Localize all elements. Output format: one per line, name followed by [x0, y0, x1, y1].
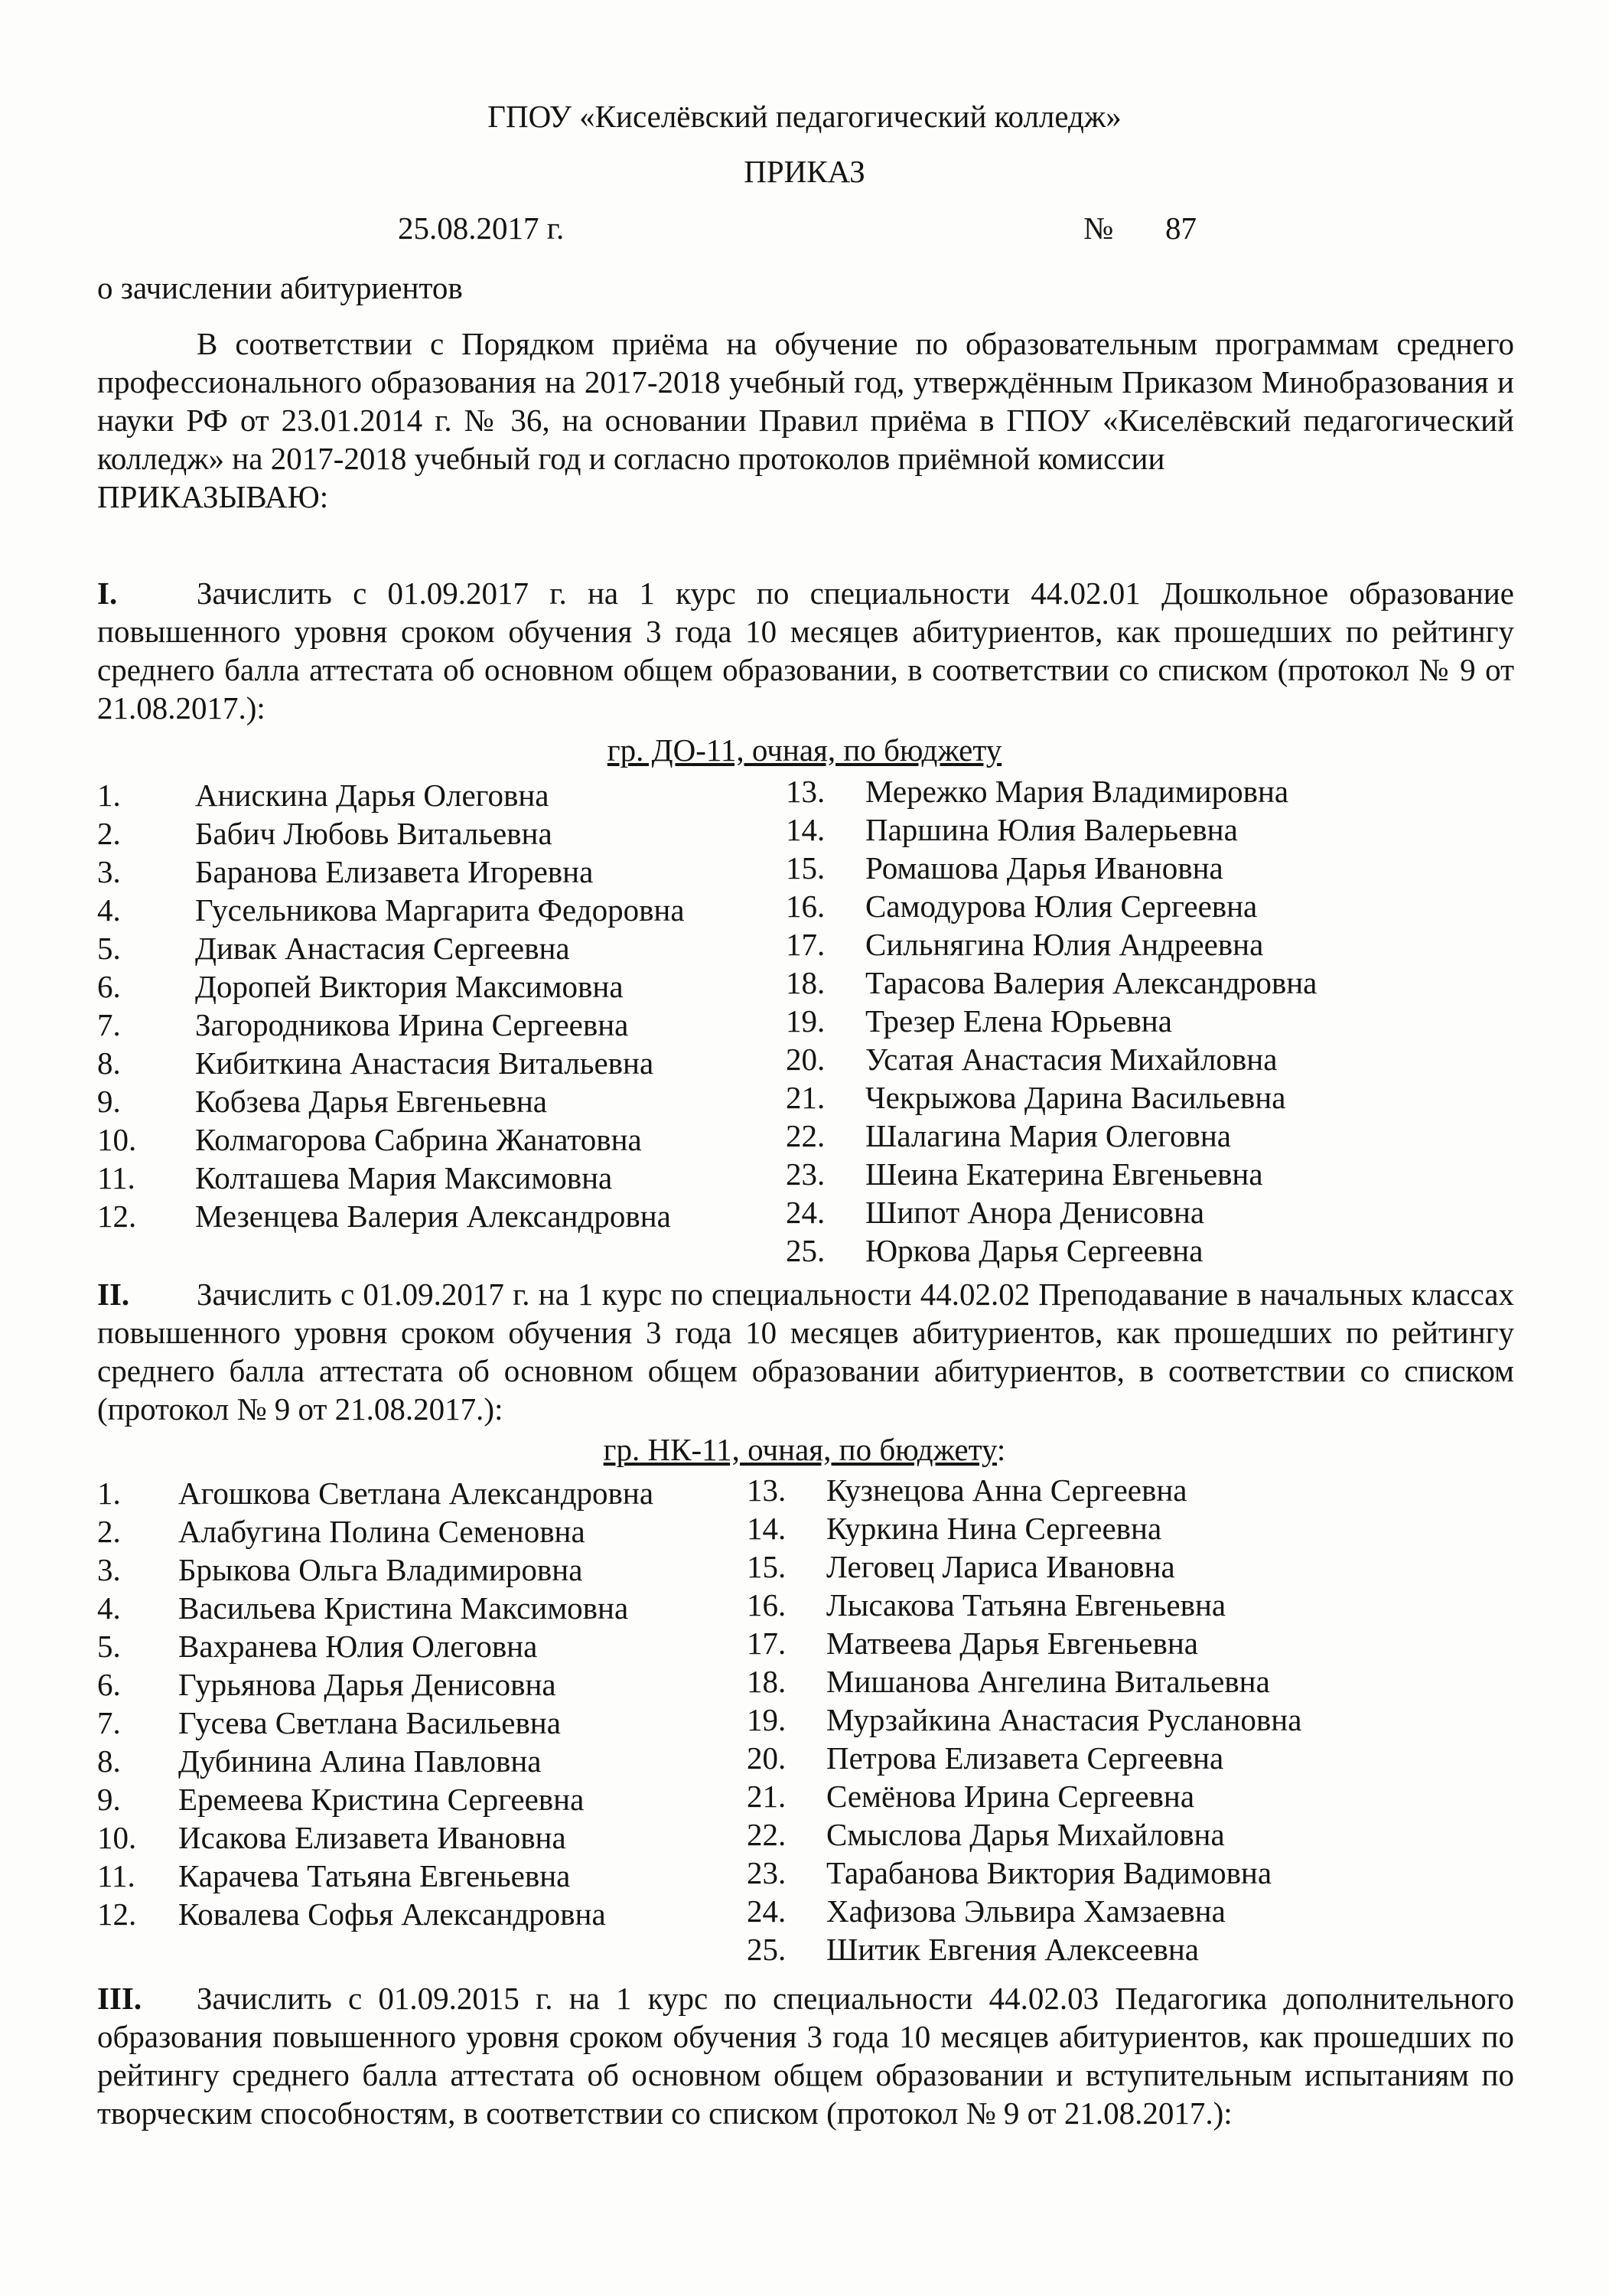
list-item-number: 13.: [747, 1473, 787, 1508]
list-item-name: Лысакова Татьяна Евгеньевна: [826, 1587, 1226, 1623]
list-item-number: 6.: [97, 969, 121, 1004]
section-2-text: Зачислить с 01.09.2017 г. на 1 курс по специальности 44.02.02 Преподавание в начальных классах повышенного уровня сроком обучения 3 года 10 месяцев абитуриентов, как прошедших по рейтингу среднего балла аттестата об основном общем образовании абитуриентов, в соответствии со списком (протокол № 9 от 21.08.2017.):: [97, 1277, 1514, 1427]
section-2-group-suffix: :: [996, 1432, 1006, 1467]
list-item-name: Тарабанова Виктория Вадимовна: [826, 1855, 1272, 1890]
list-item-name: Ромашова Дарья Ивановна: [865, 850, 1223, 885]
section-1-text: Зачислить с 01.09.2017 г. на 1 курс по специальности 44.02.01 Дошкольное образование повышенного уровня сроком обучения 3 года 10 месяцев абитуриентов, как прошедших по рейтингу среднего балла аттестата об основном общем образовании, в соответствии со списком (протокол № 9 от 21.08.2017.):: [97, 576, 1514, 726]
list-item-name: Гусельникова Маргарита Федоровна: [195, 892, 685, 928]
list-item-name: Хафизова Эльвира Хамзаевна: [826, 1893, 1226, 1929]
list-item-name: Кибиткина Анастасия Витальевна: [195, 1045, 654, 1081]
list-item-name: Бабич Любовь Витальевна: [195, 816, 552, 851]
list-item-name: Анискина Дарья Олеговна: [195, 778, 549, 813]
list-item-number: 3.: [97, 854, 121, 889]
list-item-number: 21.: [747, 1779, 787, 1814]
list-item-name: Мезенцева Валерия Александровна: [195, 1199, 671, 1234]
list-item-name: Еремеева Кристина Сергеевна: [178, 1782, 585, 1817]
list-item-name: Матвеева Дарья Евгеньевна: [826, 1626, 1198, 1661]
list-item-number: 9.: [97, 1782, 121, 1817]
list-item-number: 13.: [786, 774, 826, 809]
list-item-number: 12.: [97, 1199, 137, 1234]
list-item-name: Вахранева Юлия Олеговна: [178, 1629, 538, 1664]
list-item-name: Карачева Татьяна Евгеньевна: [178, 1858, 571, 1893]
list-item-number: 15.: [786, 850, 826, 885]
list-item-number: 8.: [97, 1743, 121, 1779]
list-item-name: Колташева Мария Максимовна: [195, 1160, 613, 1195]
list-item-number: 15.: [747, 1549, 787, 1584]
list-item-number: 23.: [786, 1156, 826, 1192]
list-item-number: 25.: [747, 1932, 787, 1967]
list-item-number: 11.: [97, 1858, 135, 1893]
list-item-number: 16.: [786, 889, 826, 924]
list-item-name: Самодурова Юлия Сергеевна: [865, 889, 1258, 924]
list-item-name: Мережко Мария Владимировна: [865, 774, 1289, 809]
list-item-name: Паршина Юлия Валерьевна: [865, 812, 1238, 847]
section-1-label: I.: [97, 576, 118, 611]
section-2-label: II.: [97, 1277, 130, 1312]
section-3: [97, 1979, 1514, 2132]
order-number-sign: №: [1083, 210, 1114, 246]
section-2-group: [0, 1431, 1609, 1468]
list-item-number: 1.: [97, 1476, 121, 1511]
list-item-name: Кобзева Дарья Евгеньевна: [195, 1084, 548, 1119]
institution-name: ГПОУ «Киселёвский педагогический колледж»: [487, 99, 1122, 134]
list-item-number: 4.: [97, 892, 121, 928]
list-item-number: 7.: [97, 1007, 121, 1042]
list-item-number: 14.: [786, 812, 826, 847]
list-item-number: 1.: [97, 778, 121, 813]
list-item-name: Доропей Виктория Максимовна: [195, 969, 624, 1004]
section-1: [97, 574, 1514, 727]
list-item-name: Шеина Екатерина Евгеньевна: [865, 1156, 1263, 1192]
list-item-name: Гурьянова Дарья Денисовна: [178, 1667, 556, 1702]
list-item-number: 16.: [747, 1587, 787, 1623]
list-item-number: 19.: [747, 1702, 787, 1737]
list-item-number: 20.: [786, 1042, 826, 1077]
list-item-name: Усатая Анастасия Михайловна: [865, 1042, 1278, 1077]
list-item-number: 24.: [786, 1195, 826, 1230]
list-item-number: 4.: [97, 1590, 121, 1626]
list-item-number: 9.: [97, 1084, 121, 1119]
list-item-number: 2.: [97, 1514, 121, 1549]
list-item-number: 21.: [786, 1080, 826, 1115]
list-item-name: Трезер Елена Юрьевна: [865, 1003, 1172, 1039]
list-item-name: Васильева Кристина Максимовна: [178, 1590, 629, 1626]
list-item-number: 11.: [97, 1160, 135, 1195]
list-item-name: Куркина Нина Сергеевна: [826, 1511, 1162, 1546]
list-item-number: 24.: [747, 1893, 787, 1929]
list-item-name: Баранова Елизавета Игоревна: [195, 854, 594, 889]
list-item-number: 19.: [786, 1003, 826, 1039]
list-item-name: Чекрыжова Дарина Васильевна: [865, 1080, 1286, 1115]
list-item-name: Кузнецова Анна Сергеевна: [826, 1473, 1187, 1508]
list-item-name: Брыкова Ольга Владимировна: [178, 1552, 583, 1587]
list-item-name: Тарасова Валерия Александровна: [865, 965, 1317, 1000]
list-item-number: 12.: [97, 1896, 137, 1932]
list-item-number: 2.: [97, 816, 121, 851]
list-item-number: 5.: [97, 1629, 121, 1664]
list-item-name: Исакова Елизавета Ивановна: [178, 1820, 566, 1855]
list-item-name: Мишанова Ангелина Витальевна: [826, 1664, 1270, 1699]
list-item-name: Гусева Светлана Васильевна: [178, 1705, 561, 1740]
section-1-group-label: гр. ДО-11, очная, по бюджету: [607, 732, 1002, 768]
list-item-number: 17.: [786, 927, 826, 962]
list-item-number: 10.: [97, 1820, 137, 1855]
list-item-number: 7.: [97, 1705, 121, 1740]
list-item-name: Мурзайкина Анастасия Руслановна: [826, 1702, 1302, 1737]
list-item-number: 5.: [97, 931, 121, 966]
list-item-name: Сильнягина Юлия Андреевна: [865, 927, 1264, 962]
list-item-name: Семёнова Ирина Сергеевна: [826, 1779, 1195, 1814]
list-item-number: 18.: [747, 1664, 787, 1699]
order-word: ПРИКАЗЫВАЮ:: [97, 479, 329, 514]
list-item-name: Петрова Елизавета Сергеевна: [826, 1740, 1224, 1776]
list-item-name: Агошкова Светлана Александровна: [178, 1476, 654, 1511]
list-item-name: Ковалева Софья Александровна: [178, 1896, 606, 1932]
list-item-number: 20.: [747, 1740, 787, 1776]
list-item-number: 8.: [97, 1045, 121, 1081]
list-item-name: Шипот Анора Денисовна: [865, 1195, 1205, 1230]
list-item-name: Шитик Евгения Алексеевна: [826, 1932, 1199, 1967]
list-item-name: Алабугина Полина Семеновна: [178, 1514, 585, 1549]
list-item-name: Леговец Лариса Ивановна: [826, 1549, 1175, 1584]
order-number: 87: [1165, 210, 1197, 246]
list-item-name: Смыслова Дарья Михайловна: [826, 1817, 1225, 1852]
document-type: ПРИКАЗ: [744, 154, 865, 189]
list-item-name: Загородникова Ирина Сергеевна: [195, 1007, 629, 1042]
list-item-number: 22.: [747, 1817, 787, 1852]
list-item-name: Дубинина Алина Павловна: [178, 1743, 542, 1779]
list-item-number: 18.: [786, 965, 826, 1000]
list-item-name: Шалагина Мария Олеговна: [865, 1118, 1231, 1153]
list-item-number: 6.: [97, 1667, 121, 1702]
list-item-number: 10.: [97, 1122, 137, 1157]
section-2: [97, 1275, 1514, 1428]
list-item-name: Дивак Анастасия Сергеевна: [195, 931, 570, 966]
list-item-number: 22.: [786, 1118, 826, 1153]
list-item-number: 23.: [747, 1855, 787, 1890]
section-2-group-label: гр. НК-11, очная, по бюджету: [603, 1432, 997, 1467]
order-date: 25.08.2017 г.: [398, 210, 565, 246]
list-item-name: Юркова Дарья Сергеевна: [865, 1233, 1203, 1268]
section-3-label: III.: [97, 1981, 142, 2016]
list-item-number: 25.: [786, 1233, 826, 1268]
preamble-text: В соответствии с Порядком приёма на обучение по образовательным программам среднего профессионального образования на 2017-2018 учебный год, утверждённым Приказом Минобразования и науки РФ от 23.01.2014 г. № 36, на основании Правил приёма в ГПОУ «Киселёвский педагогический колледж» на 2017-2018 учебный год и согласно протоколов приёмной комиссии: [97, 326, 1514, 476]
preamble: [97, 325, 1514, 516]
list-item-number: 3.: [97, 1552, 121, 1587]
section-1-group: [0, 732, 1609, 768]
list-item-number: 14.: [747, 1511, 787, 1546]
section-3-text: Зачислить с 01.09.2015 г. на 1 курс по специальности 44.02.03 Педагогика дополнительного образования повышенного уровня сроком обучения 3 года 10 месяцев абитуриентов, как прошедших по рейтингу среднего балла аттестата об основном общем образовании и вступительным испытаниям по творческим способностям, в соответствии со списком (протокол № 9 от 21.08.2017.):: [97, 1981, 1514, 2131]
list-item-name: Колмагорова Сабрина Жанатовна: [195, 1122, 642, 1157]
list-item-number: 17.: [747, 1626, 787, 1661]
order-subject: о зачислении абитуриентов: [97, 270, 463, 305]
